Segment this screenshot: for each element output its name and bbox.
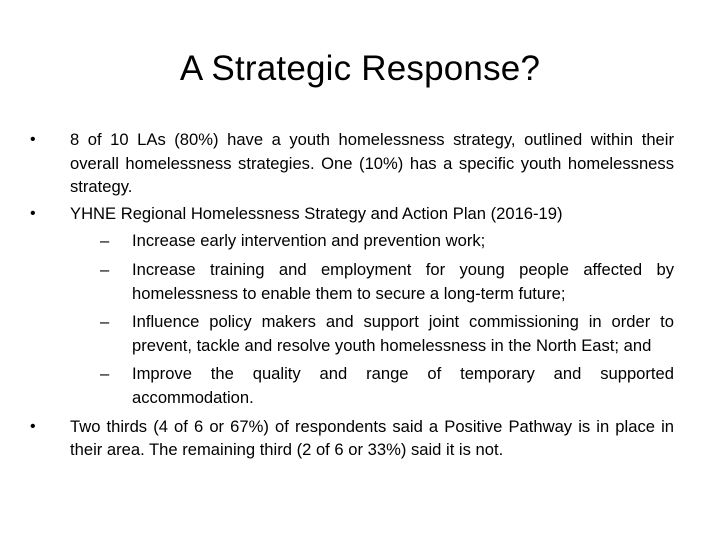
sub-bullet-item-2 [100,258,674,305]
dash-icon: – [100,312,110,332]
bullet-item-1 [30,128,674,199]
dash-icon: – [100,259,110,279]
slide-body [30,128,674,465]
sub-bullet-text: Improve the quality and range of temporary and supported accommodation. [132,364,674,407]
sub-bullet-item-3 [100,310,674,357]
bullet-icon: • [30,204,36,222]
sub-bullet-text: Increase training and employment for young people affected by homelessness to enable them to secure a long-term future; [132,259,674,303]
bullet-item-2 [30,202,674,410]
slide-title: A Strategic Response? [179,49,541,88]
sub-bullet-item-1 [100,229,674,253]
dash-icon: – [100,231,110,251]
sub-bullet-list [70,229,674,409]
bullet-item-3 [30,415,674,462]
bullet-icon: • [30,417,36,435]
bullet-text: Two thirds (4 of 6 or 67%) of respondents said a Positive Pathway is in place in their area. The remaining third (2 of 6 or 33%) said it is not. [70,416,674,460]
sub-bullet-item-4 [100,362,674,409]
sub-bullet-text: Increase early intervention and prevention work; [132,231,486,251]
bullet-text: YHNE Regional Homelessness Strategy and Action Plan (2016-19) [70,203,563,223]
sub-bullet-text: Influence policy makers and support joint commissioning in order to prevent, tackle and resolve youth homelessness in the North East; and [132,312,674,355]
dash-icon: – [100,364,110,384]
bullet-list [30,128,674,462]
bullet-icon: • [30,131,36,148]
bullet-text: 8 of 10 LAs (80%) have a youth homelessness strategy, outlined within their overall homelessness strategies. One (10%) has a specific youth homelessness strategy. [70,130,674,197]
